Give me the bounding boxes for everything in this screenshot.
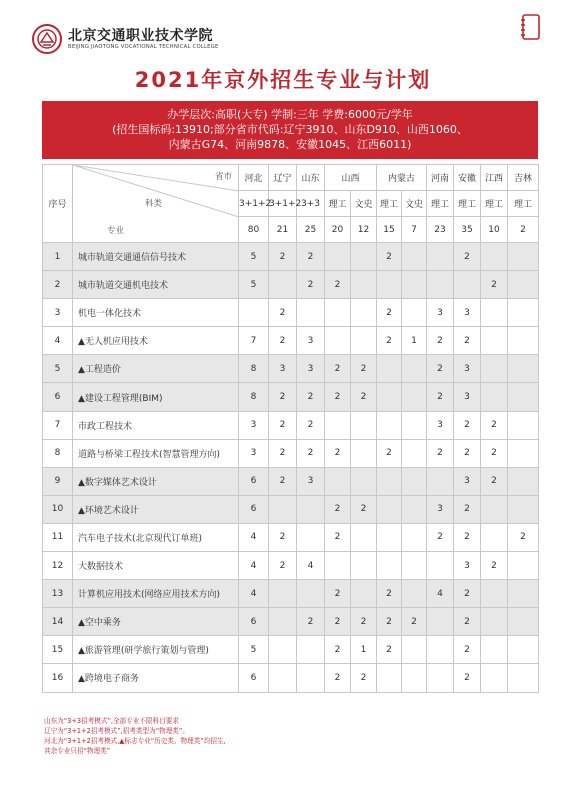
quota-cell: 2 (325, 439, 351, 467)
quota-cell: 2 (454, 327, 481, 355)
row-number: 16 (43, 664, 73, 692)
major-name: ▲跨境电子商务 (73, 664, 239, 692)
row-number: 2 (43, 271, 73, 299)
school-logo (32, 24, 62, 54)
table-row (43, 552, 539, 580)
quota-cell: 2 (297, 383, 325, 411)
quota-cell (481, 299, 508, 327)
quota-cell: 5 (239, 243, 269, 271)
quota-cell (325, 243, 351, 271)
quota-cell: 2 (351, 664, 377, 692)
quota-cell (351, 327, 377, 355)
quota-cell (481, 383, 508, 411)
quota-cell (402, 355, 427, 383)
quota-cell: 4 (239, 580, 269, 608)
quota-cell (402, 243, 427, 271)
quota-cell: 2 (325, 664, 351, 692)
table-row (43, 355, 539, 383)
row-number: 14 (43, 608, 73, 636)
quota-cell (508, 355, 539, 383)
major-name: 城市轨道交通通信信号技术 (73, 243, 239, 271)
quota-cell (269, 271, 297, 299)
quota-cell (297, 636, 325, 664)
quota-cell: 1 (351, 636, 377, 664)
quota-cell (508, 552, 539, 580)
enrollment-plan-table (42, 164, 539, 693)
quota-cell (351, 523, 377, 551)
table-row (43, 664, 539, 692)
quota-cell (351, 271, 377, 299)
quota-cell: 2 (297, 271, 325, 299)
quota-cell (269, 580, 297, 608)
school-header (32, 22, 232, 62)
total-cell: 35 (454, 217, 481, 243)
quota-cell: 2 (454, 439, 481, 467)
row-number: 4 (43, 327, 73, 355)
corner-major-label: 专业 (107, 226, 125, 236)
table-row (43, 383, 539, 411)
quota-cell: 3 (427, 411, 454, 439)
school-name-cn: 北京交通职业技术学院 (68, 28, 213, 44)
major-name: ▲无人机应用技术 (73, 327, 239, 355)
quota-cell: 4 (297, 552, 325, 580)
notebook-icon (520, 14, 540, 40)
quota-cell: 2 (269, 299, 297, 327)
category-cell: 3+1+2 (269, 191, 297, 217)
province-hebei: 河北 (239, 165, 269, 191)
quota-cell: 3 (454, 383, 481, 411)
quota-cell: 2 (454, 664, 481, 692)
quota-cell (508, 439, 539, 467)
quota-cell: 8 (239, 355, 269, 383)
row-number: 8 (43, 439, 73, 467)
quota-cell: 3 (454, 552, 481, 580)
quota-cell: 2 (269, 327, 297, 355)
total-cell: 12 (351, 217, 377, 243)
row-number: 10 (43, 495, 73, 523)
major-name: ▲建设工程管理(BIM) (73, 383, 239, 411)
quota-cell (377, 467, 402, 495)
quota-cell (427, 552, 454, 580)
quota-cell (377, 355, 402, 383)
banner-line-3: 内蒙古G74、河南9878、安徽1045、江西6011) (168, 138, 412, 151)
quota-cell: 2 (427, 439, 454, 467)
total-cell: 7 (402, 217, 427, 243)
province-shandong: 山东 (297, 165, 325, 191)
row-number: 13 (43, 580, 73, 608)
quota-cell: 1 (402, 327, 427, 355)
quota-cell: 2 (325, 636, 351, 664)
quota-cell: 2 (454, 608, 481, 636)
corner-category-label: 科类 (145, 199, 163, 209)
quota-cell: 2 (454, 495, 481, 523)
quota-cell: 5 (239, 271, 269, 299)
quota-cell: 2 (481, 411, 508, 439)
table-row (43, 523, 539, 551)
quota-cell (508, 608, 539, 636)
note-4: 其余专业只招“物理类” (44, 747, 111, 755)
quota-cell (269, 636, 297, 664)
total-cell: 15 (377, 217, 402, 243)
quota-cell (351, 467, 377, 495)
note-1: 山东为“3+3招考模式”,全部专业不限科目要求 (44, 717, 179, 725)
quota-cell: 3 (239, 439, 269, 467)
quota-cell: 2 (427, 523, 454, 551)
quota-cell: 3 (427, 495, 454, 523)
quota-cell (508, 271, 539, 299)
quota-cell (402, 580, 427, 608)
quota-cell (351, 299, 377, 327)
corner-header (73, 165, 239, 243)
quota-cell: 2 (454, 636, 481, 664)
quota-cell: 6 (239, 467, 269, 495)
quota-cell: 2 (325, 495, 351, 523)
quota-cell (377, 664, 402, 692)
quota-cell (481, 355, 508, 383)
row-number: 1 (43, 243, 73, 271)
quota-cell (508, 243, 539, 271)
quota-cell (508, 467, 539, 495)
quota-cell: 2 (377, 608, 402, 636)
quota-cell (325, 299, 351, 327)
quota-cell (402, 636, 427, 664)
quota-cell (508, 636, 539, 664)
quota-cell (508, 383, 539, 411)
quota-cell (508, 411, 539, 439)
category-cell: 文史 (351, 191, 377, 217)
category-cell: 理工 (481, 191, 508, 217)
total-cell: 10 (481, 217, 508, 243)
province-henan: 河南 (427, 165, 454, 191)
quota-cell (427, 636, 454, 664)
quota-cell (351, 580, 377, 608)
quota-cell: 2 (481, 467, 508, 495)
table-row (43, 327, 539, 355)
quota-cell (325, 327, 351, 355)
quota-cell (377, 271, 402, 299)
total-cell: 20 (325, 217, 351, 243)
quota-cell: 6 (239, 608, 269, 636)
index-header: 序号 (43, 165, 73, 243)
quota-cell: 2 (377, 636, 402, 664)
quota-cell (481, 495, 508, 523)
quota-cell: 6 (239, 664, 269, 692)
row-number: 9 (43, 467, 73, 495)
quota-cell: 3 (454, 299, 481, 327)
quota-cell: 2 (269, 523, 297, 551)
quota-cell (269, 664, 297, 692)
total-cell: 25 (297, 217, 325, 243)
quota-cell: 2 (325, 355, 351, 383)
total-cell: 2 (508, 217, 539, 243)
quota-cell: 2 (269, 467, 297, 495)
quota-cell: 2 (481, 271, 508, 299)
province-liaoning: 辽宁 (269, 165, 297, 191)
row-number: 6 (43, 383, 73, 411)
category-cell: 理工 (508, 191, 539, 217)
corner-province-label: 省市 (214, 172, 232, 182)
table-row (43, 411, 539, 439)
major-name: ▲工程造价 (73, 355, 239, 383)
plan-body (43, 243, 539, 693)
category-cell: 理工 (427, 191, 454, 217)
row-number: 5 (43, 355, 73, 383)
quota-cell: 2 (454, 243, 481, 271)
quota-cell: 6 (239, 495, 269, 523)
quota-cell: 2 (481, 552, 508, 580)
quota-cell (325, 467, 351, 495)
school-name-en: BEIJING JIAOTONG VOCATIONAL TECHNICAL COLLEGE (68, 44, 219, 50)
quota-cell (402, 523, 427, 551)
province-shanxi: 山西 (325, 165, 377, 191)
quota-cell (402, 495, 427, 523)
quota-cell (402, 664, 427, 692)
quota-cell (377, 383, 402, 411)
quota-cell: 3 (297, 355, 325, 383)
major-name: ▲旅游管理(研学旅行策划与管理) (73, 636, 239, 664)
quota-cell (297, 523, 325, 551)
major-name: 汽车电子技术(北京现代订单班) (73, 523, 239, 551)
quota-cell (377, 495, 402, 523)
total-cell: 80 (239, 217, 269, 243)
quota-cell: 3 (454, 467, 481, 495)
quota-cell (427, 243, 454, 271)
quota-cell (297, 664, 325, 692)
quota-cell: 3 (454, 355, 481, 383)
quota-cell (402, 299, 427, 327)
quota-cell (427, 664, 454, 692)
total-cell: 23 (427, 217, 454, 243)
quota-cell: 2 (269, 411, 297, 439)
major-name: 城市轨道交通机电技术 (73, 271, 239, 299)
quota-cell: 2 (351, 495, 377, 523)
quota-cell: 8 (239, 383, 269, 411)
quota-cell: 2 (297, 608, 325, 636)
quota-cell (481, 523, 508, 551)
quota-cell: 2 (351, 355, 377, 383)
quota-cell (402, 439, 427, 467)
note-3: 河北为“3+1+2招考模式,▲标志专业“历史类、物理类”均招生, (44, 737, 226, 745)
quota-cell: 2 (454, 523, 481, 551)
quota-cell (297, 580, 325, 608)
banner-line-2: (招生国标码:13910;部分省市代码:辽宁3910、山东D910、山西1060、 (112, 123, 468, 136)
quota-cell (508, 495, 539, 523)
quota-cell: 3 (427, 299, 454, 327)
major-name: 大数据技术 (73, 552, 239, 580)
quota-cell: 2 (508, 523, 539, 551)
quota-cell: 2 (269, 552, 297, 580)
quota-cell (377, 523, 402, 551)
row-number: 11 (43, 523, 73, 551)
quota-cell: 2 (454, 580, 481, 608)
quota-cell (377, 411, 402, 439)
quota-cell: 5 (239, 636, 269, 664)
quota-cell (325, 552, 351, 580)
quota-cell: 2 (427, 355, 454, 383)
quota-cell: 3 (269, 355, 297, 383)
row-number: 12 (43, 552, 73, 580)
quota-cell (508, 664, 539, 692)
table-row (43, 271, 539, 299)
quota-cell (454, 271, 481, 299)
quota-cell (481, 327, 508, 355)
quota-cell: 4 (239, 552, 269, 580)
quota-cell (508, 299, 539, 327)
major-name: ▲数字媒体艺术设计 (73, 467, 239, 495)
quota-cell (427, 608, 454, 636)
quota-cell: 2 (325, 580, 351, 608)
quota-cell: 2 (325, 523, 351, 551)
total-cell: 21 (269, 217, 297, 243)
quota-cell: 2 (377, 439, 402, 467)
note-2: 辽宁为“3+1+2招考模式”,招考类型为“物理类”。 (44, 727, 189, 735)
province-neimenggu: 内蒙古 (377, 165, 427, 191)
quota-cell (481, 608, 508, 636)
quota-cell (239, 299, 269, 327)
quota-cell: 2 (402, 608, 427, 636)
row-number: 15 (43, 636, 73, 664)
quota-cell (269, 608, 297, 636)
quota-cell: 2 (427, 383, 454, 411)
quota-cell: 2 (297, 439, 325, 467)
quota-cell (325, 411, 351, 439)
quota-cell: 4 (239, 523, 269, 551)
quota-cell (481, 243, 508, 271)
table-row (43, 608, 539, 636)
table-row (43, 243, 539, 271)
quota-cell: 2 (377, 580, 402, 608)
quota-cell: 2 (297, 243, 325, 271)
quota-cell (351, 243, 377, 271)
quota-cell (377, 552, 402, 580)
quota-cell (402, 271, 427, 299)
quota-cell: 2 (269, 439, 297, 467)
quota-cell: 2 (454, 411, 481, 439)
category-cell: 文史 (402, 191, 427, 217)
quota-cell: 2 (377, 299, 402, 327)
category-cell: 理工 (454, 191, 481, 217)
footnotes (44, 716, 226, 756)
category-cell: 理工 (377, 191, 402, 217)
quota-cell (351, 439, 377, 467)
quota-cell (427, 467, 454, 495)
category-cell: 理工 (325, 191, 351, 217)
header-row-provinces (43, 165, 539, 191)
quota-cell: 2 (297, 411, 325, 439)
quota-cell: 2 (325, 271, 351, 299)
province-jiangxi: 江西 (481, 165, 508, 191)
quota-cell: 4 (427, 580, 454, 608)
quota-cell (402, 467, 427, 495)
quota-cell (481, 664, 508, 692)
major-name: 机电一体化技术 (73, 299, 239, 327)
major-name: ▲空中乘务 (73, 608, 239, 636)
table-row (43, 467, 539, 495)
quota-cell (297, 495, 325, 523)
quota-cell: 3 (239, 411, 269, 439)
major-name: 道路与桥梁工程技术(智慧管理方向) (73, 439, 239, 467)
quota-cell (351, 411, 377, 439)
quota-cell (297, 299, 325, 327)
quota-cell: 2 (377, 327, 402, 355)
quota-cell (427, 271, 454, 299)
quota-cell: 2 (269, 243, 297, 271)
quota-cell (351, 552, 377, 580)
quota-cell (402, 552, 427, 580)
province-anhui: 安徽 (454, 165, 481, 191)
quota-cell: 3 (297, 467, 325, 495)
school-emblem-icon (34, 26, 60, 52)
major-name: 计算机应用技术(网络应用技术方向) (73, 580, 239, 608)
info-banner (42, 101, 538, 159)
major-name: 市政工程技术 (73, 411, 239, 439)
quota-cell: 2 (427, 327, 454, 355)
quota-cell (481, 580, 508, 608)
quota-cell: 2 (377, 243, 402, 271)
major-name: ▲环境艺术设计 (73, 495, 239, 523)
table-row (43, 439, 539, 467)
quota-cell (508, 327, 539, 355)
quota-cell: 2 (325, 608, 351, 636)
quota-cell (269, 495, 297, 523)
table-row (43, 580, 539, 608)
quota-cell (402, 383, 427, 411)
quota-cell: 2 (351, 608, 377, 636)
page-title: 2021年京外招生专业与计划 (134, 68, 432, 92)
quota-cell (402, 411, 427, 439)
quota-cell: 2 (481, 439, 508, 467)
category-cell: 3+1+2 (239, 191, 269, 217)
row-number: 7 (43, 411, 73, 439)
quota-cell: 7 (239, 327, 269, 355)
quota-cell: 3 (297, 327, 325, 355)
quota-cell: 2 (325, 383, 351, 411)
table-row (43, 636, 539, 664)
quota-cell (481, 636, 508, 664)
category-cell: 3+3 (297, 191, 325, 217)
quota-cell: 2 (351, 383, 377, 411)
banner-line-1: 办学层次:高职(大专) 学制:三年 学费:6000元/学年 (167, 108, 413, 121)
province-jilin: 吉林 (508, 165, 539, 191)
quota-cell: 2 (269, 383, 297, 411)
table-row (43, 495, 539, 523)
row-number: 3 (43, 299, 73, 327)
table-row (43, 299, 539, 327)
quota-cell (508, 580, 539, 608)
